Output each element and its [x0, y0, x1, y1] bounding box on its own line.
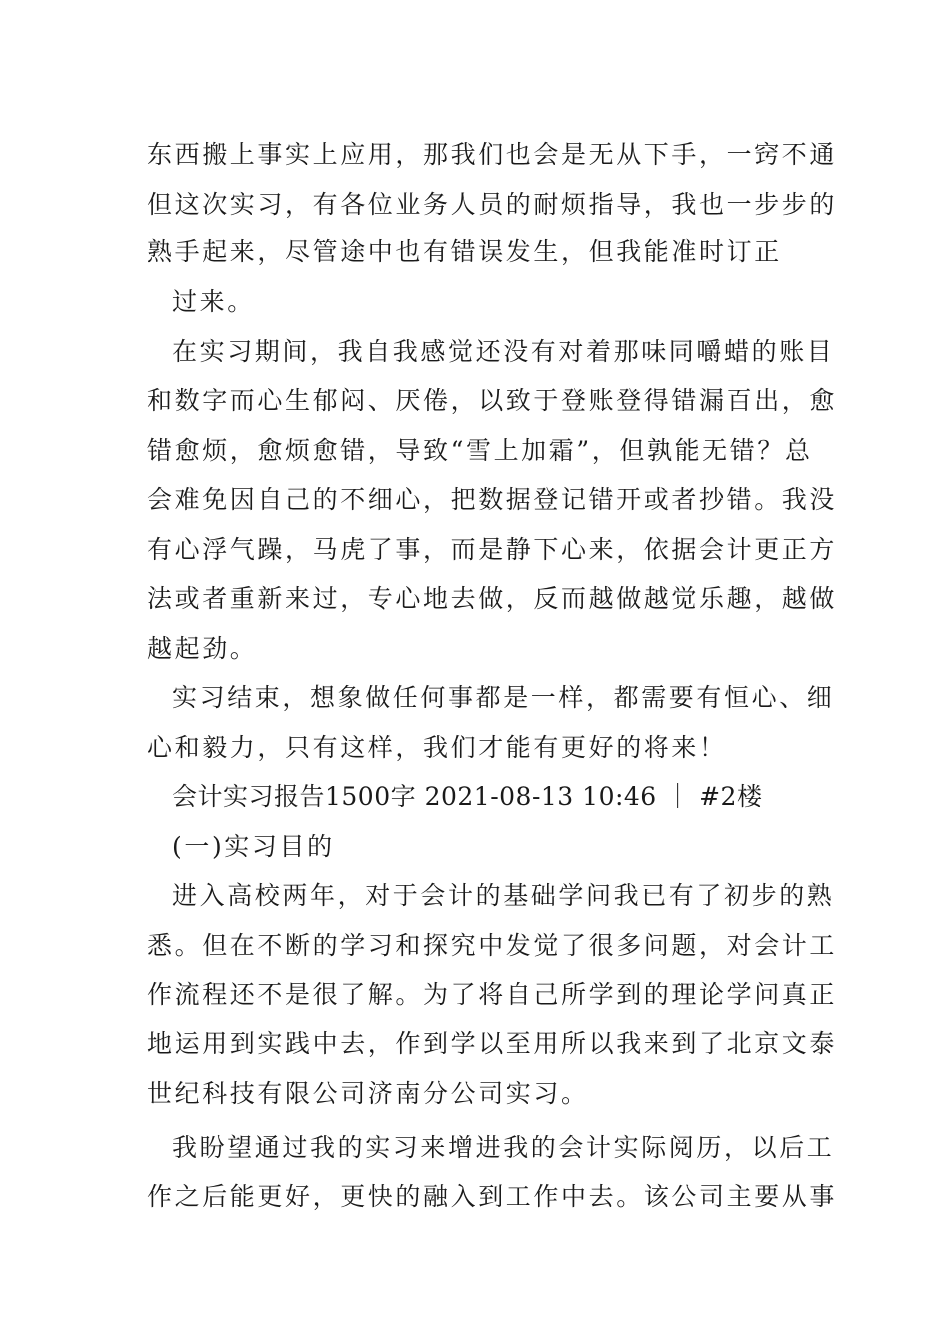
- report-heading: 会计实习报告1500字 2021-08-13 10:46 ｜ #2楼: [172, 782, 763, 811]
- paragraph-start: 在实习期间，我自我感觉还没有对着那味同嚼蜡的账目: [172, 337, 835, 366]
- text-line: 和数字而心生郁闷、厌倦，以致于登账登得错漏百出，愈: [147, 386, 838, 415]
- text-line: 熟手起来，尽管途中也有错误发生，但我能准时订正: [147, 237, 782, 266]
- text-line: 会难免因自己的不细心，把数据登记错开或者抄错。我没: [147, 485, 838, 514]
- text-line: 法或者重新来过，专心地去做，反而越做越觉乐趣，越做: [147, 584, 838, 613]
- text-line: 越起劲。: [147, 634, 258, 663]
- paragraph-start: 实习结束，想象做任何事都是一样，都需要有恒心、细: [172, 683, 835, 712]
- text-line: 作之后能更好，更快的融入到工作中去。该公司主要从事: [147, 1182, 838, 1211]
- paragraph-start: 我盼望通过我的实习来增进我的会计实际阅历，以后工: [172, 1133, 835, 1162]
- paragraph-start: 进入高校两年，对于会计的基础学问我已有了初步的熟: [172, 881, 835, 910]
- text-line: 地运用到实践中去，作到学以至用所以我来到了北京文泰: [147, 1029, 838, 1058]
- text-line: 有心浮气躁，马虎了事，而是静下心来，依据会计更正方: [147, 535, 838, 564]
- section-heading: (一)实习目的: [172, 832, 335, 861]
- text-line: 心和毅力，只有这样，我们才能有更好的将来！: [147, 733, 727, 762]
- text-line: 悉。但在不断的学习和探究中发觉了很多问题，对会计工: [147, 931, 838, 960]
- text-line: 错愈烦，愈烦愈错，导致“雪上加霜”，但孰能无错？总: [147, 436, 813, 465]
- text-line: 东西搬上事实上应用，那我们也会是无从下手，一窍不通: [147, 140, 838, 169]
- text-line: 世纪科技有限公司济南分公司实习。: [147, 1079, 589, 1108]
- text-line: 作流程还不是很了解。为了将自己所学到的理论学问真正: [147, 980, 838, 1009]
- text-line: 但这次实习，有各位业务人员的耐烦指导，我也一步步的: [147, 190, 838, 219]
- text-line: 过来。: [172, 287, 255, 316]
